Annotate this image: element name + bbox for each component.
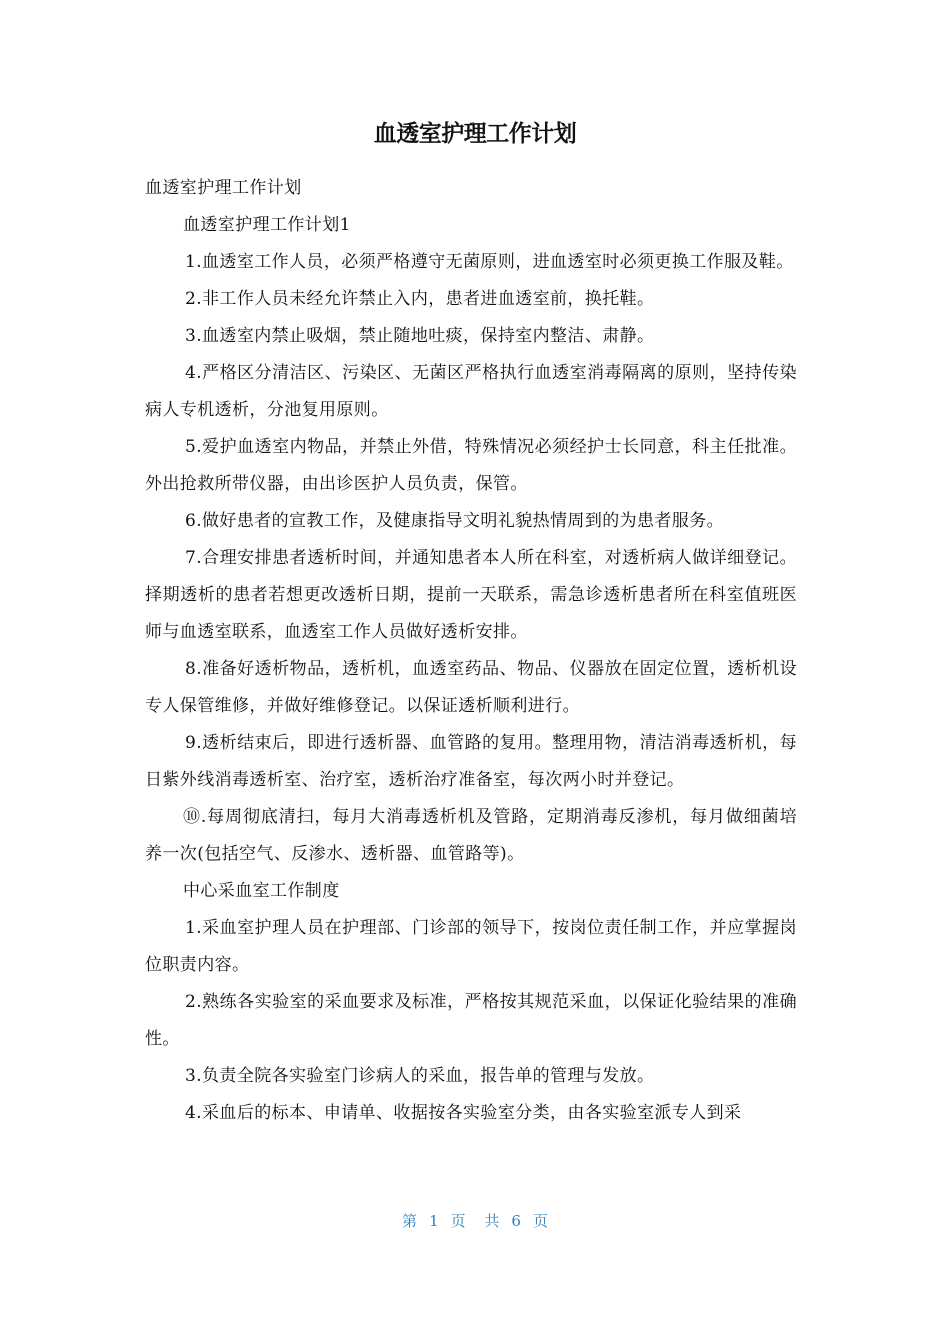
paragraph: 8.准备好透析物品，透析机，血透室药品、物品、仪器放在固定位置，透析机设专人保管维修，并做好维修登记。以保证透析顺利进行。 [145, 659, 797, 716]
paragraph: ⑩.每周彻底清扫，每月大消毒透析机及管路，定期消毒反渗机，每月做细菌培养一次(包括空气、反渗水、透析器、血管路等)。 [145, 807, 797, 864]
paragraph: 1.血透室工作人员，必须严格遵守无菌原则，进血透室时必须更换工作服及鞋。 [185, 252, 794, 272]
document-body [145, 170, 797, 1132]
paragraph: 1.采血室护理人员在护理部、门诊部的领导下，按岗位责任制工作，并应掌握岗位职责内容。 [145, 918, 797, 975]
footer-prefix: 第 [402, 1212, 418, 1230]
paragraph: 5.爱护血透室内物品，并禁止外借，特殊情况必须经护士长同意，科主任批准。外出抢救所带仪器，由出诊医护人员负责，保管。 [145, 437, 797, 494]
subsection-heading: 血透室护理工作计划1 [183, 215, 351, 235]
subsection-heading: 中心采血室工作制度 [183, 881, 340, 901]
paragraph: 4.采血后的标本、申请单、收据按各实验室分类，由各实验室派专人到采 [185, 1103, 742, 1123]
paragraph: 6.做好患者的宣教工作，及健康指导文明礼貌热情周到的为患者服务。 [185, 511, 725, 531]
paragraph: 9.透析结束后，即进行透析器、血管路的复用。整理用物，清洁消毒透析机，每日紫外线消毒透析室、治疗室，透析治疗准备室，每次两小时并登记。 [145, 733, 797, 790]
page-footer [0, 1210, 950, 1231]
document-title: 血透室护理工作计划 [373, 121, 577, 147]
paragraph: 2.非工作人员未经允许禁止入内，患者进血透室前，换托鞋。 [185, 289, 655, 309]
paragraph: 3.负责全院各实验室门诊病人的采血，报告单的管理与发放。 [185, 1066, 655, 1086]
footer-current-page: 1 [429, 1212, 439, 1230]
footer-suffix: 页 [532, 1212, 548, 1230]
section-heading: 血透室护理工作计划 [145, 178, 302, 198]
paragraph: 3.血透室内禁止吸烟，禁止随地吐痰，保持室内整洁、肃静。 [185, 326, 655, 346]
footer-total-pages: 6 [511, 1212, 521, 1230]
footer-mid: 页 共 [450, 1212, 500, 1230]
paragraph: 7.合理安排患者透析时间，并通知患者本人所在科室，对透析病人做详细登记。择期透析的患者若想更改透析日期，提前一天联系，需急诊透析患者所在科室值班医师与血透室联系，血透室工作人员做好透析安排。 [145, 548, 797, 642]
paragraph: 2.熟练各实验室的采血要求及标准，严格按其规范采血，以保证化验结果的准确性。 [145, 992, 797, 1049]
paragraph: 4.严格区分清洁区、污染区、无菌区严格执行血透室消毒隔离的原则，坚持传染病人专机透析，分池复用原则。 [145, 363, 797, 420]
